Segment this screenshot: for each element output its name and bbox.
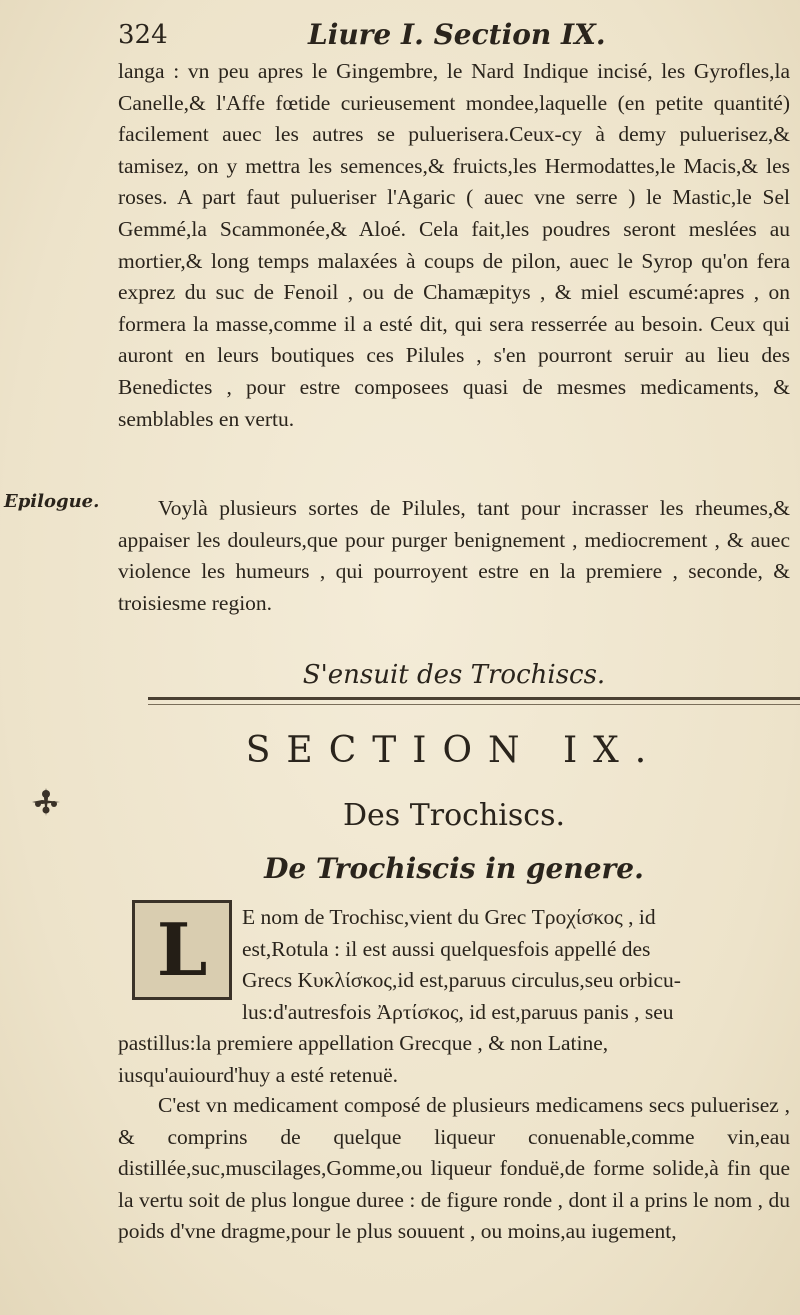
section-subsubtitle: De Trochiscis in genere.: [264, 852, 644, 885]
paragraph-3: C'est vn medicament composé de plusieurs medicamens secs puluerisez , & comprins de quelque liqueur conuenable,comme vin,eau distillée,suc,muscilages,Gomme,ou liqueur fonduë,de forme solide,à fin que la vertu soit de plus longue duree : de figure ronde , dont il a prins le nom , du poids d'vne dragme,pour le plus souuent , ou moins,au iugement,: [118, 1093, 790, 1244]
paragraph-2: Voylà plusieurs sortes de Pilules, tant pour incrasser les rheumes,& appaiser les douleurs,que pour purger benignement , mediocrement , & auec violence les humeurs , qui pourroyent estre en la premiere , seconde, & troisiesme region.: [118, 496, 790, 615]
section-heading: SECTION IX.: [245, 730, 663, 771]
divider-rule: [148, 697, 800, 700]
printer-ornament-icon: [28, 784, 64, 820]
subheading: S'ensuit des Trochiscs.: [302, 660, 606, 690]
intro-line: iusqu'auiourd'huy a esté retenuë.: [118, 1062, 398, 1087]
dropcap-letter: L: [156, 907, 208, 992]
intro-line: lus:d'autresfois Ἀρτίσκος, id est,paruus panis , seu: [242, 999, 674, 1024]
intro-text: [118, 902, 790, 1092]
intro-line: pastillus:la premiere appellation Grecque , & non Latine,: [118, 1031, 609, 1056]
page-header: [118, 18, 778, 58]
page-number: 324: [118, 20, 168, 50]
margin-note-epilogue: Epilogue.: [4, 491, 100, 512]
intro-line: E nom de Trochisc,vient du Grec Τροχίσκος , id: [242, 905, 656, 929]
section-subtitle: Des Trochiscs.: [343, 798, 565, 833]
intro-line: est,Rotula : il est aussi quelquesfois appellé des: [242, 936, 651, 961]
divider-rule-thin: [148, 704, 800, 705]
running-title: Liure I. Section IX.: [308, 18, 606, 51]
paragraph-1: langa : vn peu apres le Gingembre, le Nard Indique incisé, les Gyrofles,la Canelle,& l'Affe fœtide curieusement mondee,laquelle (en petite quantité) facilement auec les autres se puluerisera.Ceux-cy à demy puluerisez,& tamisez, on y mettra les semences,& fruicts,les Hermodattes,le Macis,& les roses. A part faut puluerisеr l'Agaric ( auec vne serre ) le Mastic,le Sel Gemmé,la Scammonée,& Aloé. Cela fait,les poudres seront meslées au mortier,& long temps malaxées à coups de pilon, auec le Syrop qu'on fera exprez du suc de Fenoil , ou de Chamæpitys , & miel escumé:apres , on formera la masse,comme il a esté dit, qui sera resserrée au besoin. Ceux qui auront en leurs boutiques ces Pilules , s'en pourront seruir au lieu des Benedictes , pour estre composees quasi de mesmes medicaments, & semblables en vertu.: [118, 59, 790, 431]
intro-line: Grecs Κυκλίσκος,id est,paruus circulus,seu orbicu-: [242, 968, 681, 993]
